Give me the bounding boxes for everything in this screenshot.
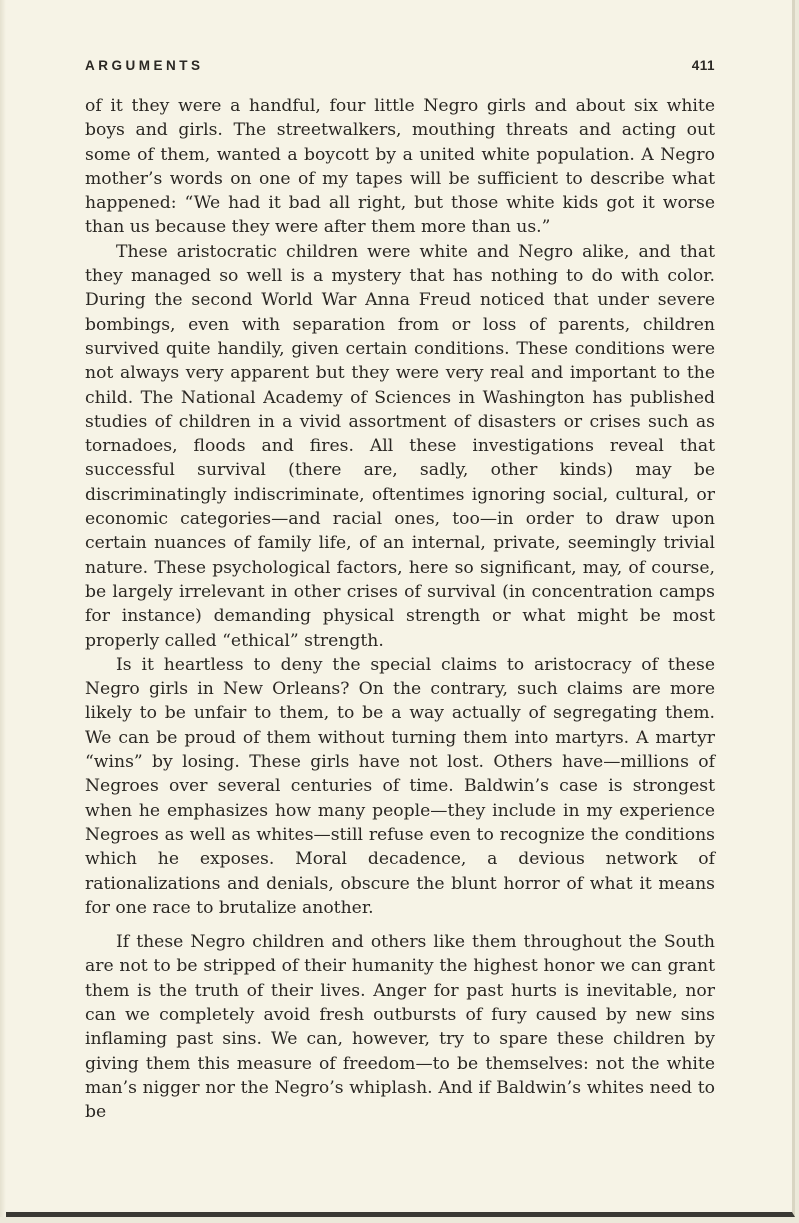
paragraph-heartless-question: Is it heartless to deny the special claims to aristocracy of these Negro girls in New Orleans? On the contrary, such claims are more likely to be unfair to them, to be a way actually of segregating them. We can be proud of them without turning them into martyrs. A martyr “wins” by losing. These girls have not lost. Others have—millions of Negroes over several centuries of time. Baldwin’s case is strongest when he emphasizes how many people—they include in my experience Negroes as well as whites—still refuse even to recognize the conditions which he exposes. Moral decadence, a devious network of rationalizations and denials, obscure the blunt horror of what it means for one race to brutalize another. bbox=[85, 654, 715, 918]
paragraph-aristocratic-children: These aristocratic children were white and Negro alike, and that they managed so well is a mystery that has nothing to do with color. During the second World War Anna Freud noticed that under severe bombings, even with separation from or loss of parents, children survived quite handily, given certain conditions. These conditions were not always very apparent but they were very real and important to the child. The National Academy of Sciences in Washington has published studies of children in a vivid assortment of disasters or crises such as tornadoes, floods and fires. All these investigations reveal that successful survival (there are, sadly, other kinds) may be discriminatingly indiscriminate, oftentimes ignoring social, cultural, or economic categories—and racial ones, too—in order to draw upon certain nuances of family life, of an internal, private, seemingly trivial nature. These psychological factors, here so significant, may, of course, be largely irrelevant in other crises of survival (in concentration camps for instance) demanding physical strength or what might be most properly called “ethical” strength. bbox=[85, 241, 715, 651]
page-binding-edge bbox=[0, 0, 6, 1217]
page-number: 411 bbox=[691, 58, 715, 73]
running-head-section-title: ARGUMENTS bbox=[85, 58, 204, 73]
running-head bbox=[85, 58, 715, 82]
paragraph-negro-children-south: If these Negro children and others like them throughout the South are not to be stripped of their humanity the highest honor we can grant them is the truth of their lives. Anger for past hurts is inevitable, nor can we completely avoid fresh outbursts of fury caused by new sins inflaming past sins. We can, however, try to spare these children by giving them this measure of freedom—to be themselves: not the white man’s nigger nor the Negro’s whiplash. And if Baldwin’s whites need to be bbox=[85, 932, 715, 1123]
paragraph-continued: of it they were a handful, four little Negro girls and about six white boys and girls. The streetwalkers, mouthing threats and acting out some of them, wanted a boycott by a united white population. A Negro mother’s words on one of my tapes will be sufficient to describe what happened: “We had it bad all right, but those white kids got it worse than us because they were after them more than us.” bbox=[85, 96, 715, 238]
body-text bbox=[85, 94, 715, 1124]
